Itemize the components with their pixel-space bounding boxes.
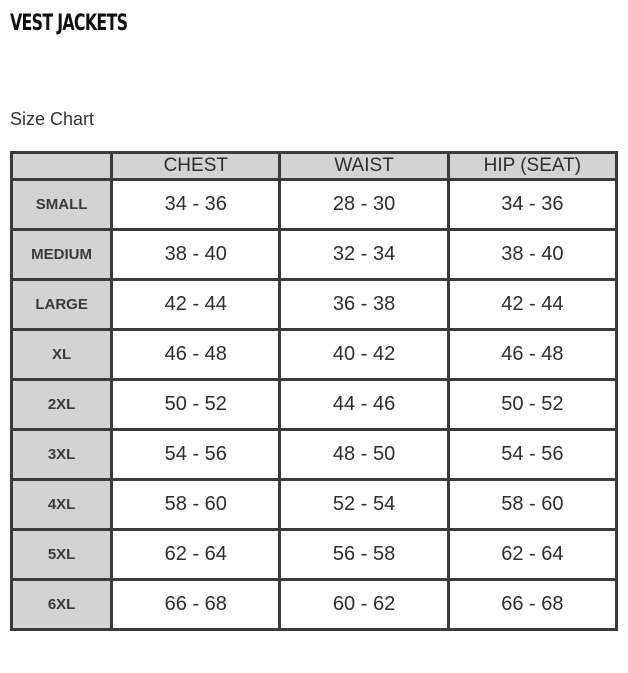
waist-value: 52 - 54	[280, 480, 448, 530]
header-chest: CHEST	[112, 153, 280, 180]
waist-value: 36 - 38	[280, 280, 448, 330]
size-label: LARGE	[12, 280, 112, 330]
size-label: SMALL	[12, 180, 112, 230]
page-title: VEST JACKETS	[10, 11, 128, 36]
chest-value: 54 - 56	[112, 430, 280, 480]
size-label: 4XL	[12, 480, 112, 530]
chest-value: 38 - 40	[112, 230, 280, 280]
chest-value: 42 - 44	[112, 280, 280, 330]
table-row	[12, 530, 617, 580]
size-label: XL	[12, 330, 112, 380]
waist-value: 48 - 50	[280, 430, 448, 480]
hip-value: 38 - 40	[448, 230, 616, 280]
table-row	[12, 330, 617, 380]
size-label: 6XL	[12, 580, 112, 630]
hip-value: 62 - 64	[448, 530, 616, 580]
chest-value: 66 - 68	[112, 580, 280, 630]
table-row	[12, 580, 617, 630]
table-row	[12, 430, 617, 480]
hip-value: 46 - 48	[448, 330, 616, 380]
chest-value: 58 - 60	[112, 480, 280, 530]
hip-value: 50 - 52	[448, 380, 616, 430]
chest-value: 50 - 52	[112, 380, 280, 430]
table-row	[12, 180, 617, 230]
table-row	[12, 380, 617, 430]
size-label: 3XL	[12, 430, 112, 480]
hip-value: 58 - 60	[448, 480, 616, 530]
waist-value: 40 - 42	[280, 330, 448, 380]
size-chart-table	[10, 151, 618, 631]
waist-value: 56 - 58	[280, 530, 448, 580]
chest-value: 46 - 48	[112, 330, 280, 380]
size-label: 5XL	[12, 530, 112, 580]
hip-value: 66 - 68	[448, 580, 616, 630]
table-row	[12, 230, 617, 280]
chest-value: 34 - 36	[112, 180, 280, 230]
waist-value: 28 - 30	[280, 180, 448, 230]
hip-value: 42 - 44	[448, 280, 616, 330]
size-label: MEDIUM	[12, 230, 112, 280]
table-header-row	[12, 153, 617, 180]
waist-value: 60 - 62	[280, 580, 448, 630]
table-row	[12, 280, 617, 330]
header-waist: WAIST	[280, 153, 448, 180]
hip-value: 34 - 36	[448, 180, 616, 230]
chest-value: 62 - 64	[112, 530, 280, 580]
header-size-corner	[12, 153, 112, 180]
table-row	[12, 480, 617, 530]
header-hip-seat: HIP (SEAT)	[448, 153, 616, 180]
waist-value: 32 - 34	[280, 230, 448, 280]
waist-value: 44 - 46	[280, 380, 448, 430]
size-label: 2XL	[12, 380, 112, 430]
size-chart-label: Size Chart	[10, 109, 95, 129]
hip-value: 54 - 56	[448, 430, 616, 480]
